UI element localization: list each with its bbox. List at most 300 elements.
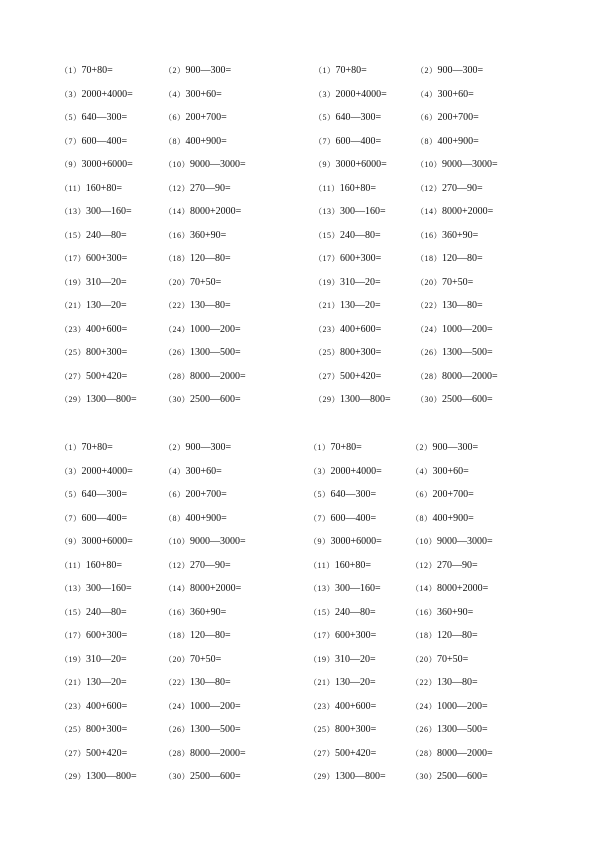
- problem-item: [60, 252, 127, 266]
- problem-item: [411, 629, 478, 643]
- problem-item: [416, 370, 498, 384]
- problem-number: （21）: [60, 301, 86, 310]
- problem-number: （13）: [60, 207, 86, 216]
- problem-equation: 130—20=: [340, 300, 381, 311]
- problem-number: （29）: [309, 772, 335, 781]
- problem-number: （9）: [60, 537, 82, 546]
- problem-number: （19）: [60, 277, 86, 287]
- problem-item: [164, 559, 231, 573]
- problem-number: （7）: [60, 136, 82, 146]
- problem-number: （13）: [60, 584, 86, 593]
- problem-number: （23）: [309, 701, 335, 711]
- problem-item: [309, 700, 376, 714]
- problem-equation: 120—80=: [442, 253, 483, 264]
- problem-number: （22）: [164, 678, 190, 687]
- problem-number: （6）: [416, 113, 438, 122]
- problem-number: （3）: [60, 89, 82, 99]
- problem-number: （30）: [411, 772, 437, 781]
- problem-number: （25）: [309, 725, 335, 734]
- problem-item: [309, 535, 382, 549]
- problem-item: [60, 676, 127, 690]
- problem-equation: 270—90=: [437, 559, 478, 571]
- problem-equation: 1000—200=: [442, 323, 493, 335]
- problem-item: [416, 276, 473, 290]
- problem-item: [164, 393, 241, 407]
- problem-item: [164, 135, 227, 149]
- problem-item: [164, 64, 231, 78]
- problem-number: （12）: [164, 183, 190, 193]
- problem-item: [60, 64, 113, 78]
- problem-equation: 270—90=: [190, 559, 231, 571]
- problem-item: [309, 512, 376, 526]
- problem-equation: 300+60=: [185, 465, 222, 477]
- problem-item: [314, 229, 381, 243]
- problem-equation: 130—20=: [86, 677, 127, 688]
- problem-item: [309, 723, 376, 737]
- problem-equation: 2500—600=: [442, 394, 493, 405]
- problem-item: [314, 135, 381, 149]
- problem-equation: 70+80=: [81, 65, 113, 76]
- problem-equation: 70+50=: [442, 276, 474, 288]
- problem-equation: 2500—600=: [437, 771, 488, 782]
- problem-equation: 300—160=: [335, 583, 381, 594]
- problem-item: [164, 229, 226, 243]
- problem-equation: 500+420=: [340, 370, 382, 382]
- problem-item: [416, 111, 479, 125]
- problem-item: [411, 676, 478, 690]
- problem-number: （29）: [314, 395, 340, 404]
- problem-item: [60, 770, 137, 784]
- problem-equation: 400+600=: [86, 323, 128, 335]
- problem-equation: 2500—600=: [190, 394, 241, 405]
- problem-number: （27）: [60, 371, 86, 381]
- problem-number: （5）: [309, 490, 331, 499]
- problem-item: [60, 229, 127, 243]
- problem-item: [60, 346, 127, 360]
- problem-number: （10）: [164, 537, 190, 546]
- problem-item: [164, 770, 241, 784]
- problem-number: （17）: [309, 631, 335, 640]
- problem-item: [60, 582, 132, 596]
- problem-number: （8）: [416, 136, 438, 146]
- problem-item: [164, 158, 246, 172]
- problem-item: [164, 582, 241, 596]
- problem-equation: 200+700=: [185, 489, 227, 500]
- problem-item: [416, 252, 483, 266]
- problem-number: （19）: [309, 654, 335, 664]
- problem-item: [416, 393, 493, 407]
- problem-equation: 240—80=: [86, 606, 127, 618]
- problem-equation: 1000—200=: [190, 323, 241, 335]
- problem-item: [60, 700, 127, 714]
- problem-equation: 9000—3000=: [190, 159, 246, 170]
- problem-equation: 600—400=: [81, 512, 128, 524]
- problem-equation: 1300—500=: [190, 724, 241, 735]
- problem-equation: 130—20=: [335, 677, 376, 688]
- problem-equation: 9000—3000=: [437, 536, 493, 547]
- problem-equation: 500+420=: [335, 747, 377, 759]
- problem-item: [164, 182, 231, 196]
- problem-equation: 360+90=: [190, 229, 227, 241]
- problem-equation: 200+700=: [432, 489, 474, 500]
- problem-equation: 8000—2000=: [190, 370, 246, 382]
- problem-number: （14）: [416, 207, 442, 216]
- problem-number: （2）: [416, 66, 438, 75]
- problem-item: [314, 276, 381, 290]
- problem-item: [60, 723, 127, 737]
- problem-item: [416, 323, 493, 337]
- problem-equation: 1300—500=: [437, 724, 488, 735]
- problem-equation: 70+80=: [81, 442, 113, 453]
- problem-equation: 160+80=: [85, 182, 122, 194]
- problem-item: [416, 135, 479, 149]
- problem-item: [314, 111, 381, 125]
- problem-item: [411, 559, 478, 573]
- problem-item: [60, 653, 127, 667]
- problem-item: [411, 535, 493, 549]
- problem-number: （23）: [60, 701, 86, 711]
- problem-equation: 9000—3000=: [442, 159, 498, 170]
- problem-number: （2）: [411, 443, 433, 452]
- problem-item: [60, 606, 127, 620]
- problem-number: （26）: [164, 725, 190, 734]
- problem-number: （24）: [164, 324, 190, 334]
- problem-item: [314, 299, 381, 313]
- problem-number: （28）: [164, 371, 190, 381]
- problem-item: [416, 299, 483, 313]
- problem-equation: 1300—800=: [86, 771, 137, 782]
- problem-item: [164, 606, 226, 620]
- problem-equation: 800+300=: [86, 724, 128, 735]
- problem-equation: 240—80=: [86, 229, 127, 241]
- problem-number: （18）: [416, 254, 442, 263]
- problem-number: （15）: [314, 230, 340, 240]
- problem-equation: 300—160=: [86, 583, 132, 594]
- problem-number: （25）: [314, 348, 340, 357]
- problem-equation: 130—80=: [442, 300, 483, 311]
- problem-equation: 130—20=: [86, 300, 127, 311]
- problem-item: [60, 441, 113, 455]
- problem-item: [60, 370, 127, 384]
- problem-equation: 8000+2000=: [190, 206, 242, 217]
- problem-number: （1）: [314, 66, 336, 75]
- problem-number: （11）: [309, 560, 335, 570]
- problem-equation: 130—80=: [190, 300, 231, 311]
- problem-equation: 3000+6000=: [81, 159, 133, 170]
- problem-item: [411, 747, 493, 761]
- problem-item: [164, 676, 231, 690]
- problem-number: （18）: [164, 254, 190, 263]
- problem-number: （30）: [164, 772, 190, 781]
- problem-item: [411, 653, 468, 667]
- problem-number: （14）: [411, 584, 437, 593]
- problem-equation: 3000+6000=: [335, 159, 387, 170]
- problem-number: （6）: [164, 490, 186, 499]
- problem-equation: 300+60=: [185, 88, 222, 100]
- problem-number: （15）: [60, 607, 86, 617]
- problem-number: （28）: [164, 748, 190, 758]
- problem-number: （20）: [416, 277, 442, 287]
- problem-number: （7）: [60, 513, 82, 523]
- problem-number: （8）: [164, 513, 186, 523]
- problem-equation: 70+50=: [437, 653, 469, 665]
- problem-equation: 800+300=: [86, 347, 128, 358]
- problem-number: （12）: [164, 560, 190, 570]
- problem-equation: 8000—2000=: [190, 747, 246, 759]
- problem-number: （5）: [314, 113, 336, 122]
- problem-item: [314, 346, 381, 360]
- problem-equation: 8000+2000=: [437, 583, 489, 594]
- problem-item: [309, 559, 371, 573]
- problem-equation: 70+80=: [330, 442, 362, 453]
- problem-equation: 640—300=: [335, 112, 382, 123]
- problem-number: （15）: [309, 607, 335, 617]
- problem-item: [411, 441, 478, 455]
- problem-equation: 2000+4000=: [335, 88, 387, 100]
- problem-number: （2）: [164, 66, 186, 75]
- problem-equation: 240—80=: [340, 229, 381, 241]
- problem-equation: 70+80=: [335, 65, 367, 76]
- problem-item: [60, 488, 127, 502]
- problem-number: （17）: [60, 254, 86, 263]
- problem-number: （16）: [411, 607, 437, 617]
- problem-number: （10）: [164, 160, 190, 169]
- problem-item: [309, 629, 376, 643]
- problem-number: （23）: [314, 324, 340, 334]
- problem-number: （12）: [416, 183, 442, 193]
- problem-item: [416, 88, 474, 102]
- problem-equation: 1300—500=: [190, 347, 241, 358]
- problem-item: [309, 488, 376, 502]
- problem-number: （21）: [309, 678, 335, 687]
- problem-equation: 400+900=: [432, 512, 474, 524]
- problem-number: （10）: [411, 537, 437, 546]
- problem-item: [309, 582, 381, 596]
- problem-number: （2）: [164, 443, 186, 452]
- problem-item: [309, 770, 386, 784]
- problem-item: [60, 88, 133, 102]
- problem-item: [60, 393, 137, 407]
- problem-item: [416, 346, 493, 360]
- problem-equation: 3000+6000=: [330, 536, 382, 547]
- problem-equation: 200+700=: [185, 112, 227, 123]
- problem-number: （21）: [60, 678, 86, 687]
- problem-number: （14）: [164, 584, 190, 593]
- problem-item: [164, 465, 222, 479]
- problem-equation: 1000—200=: [437, 700, 488, 712]
- problem-equation: 310—20=: [335, 653, 376, 665]
- problem-item: [60, 135, 127, 149]
- problem-number: （26）: [164, 348, 190, 357]
- problem-number: （27）: [314, 371, 340, 381]
- problem-number: （29）: [60, 772, 86, 781]
- problem-number: （20）: [164, 277, 190, 287]
- problem-number: （12）: [411, 560, 437, 570]
- problem-item: [60, 276, 127, 290]
- problem-equation: 70+50=: [190, 276, 222, 288]
- problem-item: [60, 747, 127, 761]
- problem-number: （24）: [411, 701, 437, 711]
- problem-item: [416, 64, 483, 78]
- problem-equation: 160+80=: [334, 559, 371, 571]
- problem-number: （15）: [60, 230, 86, 240]
- problem-item: [416, 205, 493, 219]
- problem-equation: 130—80=: [437, 677, 478, 688]
- problem-equation: 310—20=: [86, 653, 127, 665]
- problem-equation: 640—300=: [330, 489, 377, 500]
- problem-item: [60, 158, 133, 172]
- problem-equation: 600+300=: [340, 253, 382, 264]
- problem-number: （24）: [164, 701, 190, 711]
- problem-number: （30）: [164, 395, 190, 404]
- problem-number: （19）: [60, 654, 86, 664]
- problem-equation: 600+300=: [335, 630, 377, 641]
- problem-equation: 1300—500=: [442, 347, 493, 358]
- problem-number: （11）: [60, 183, 86, 193]
- problem-equation: 640—300=: [81, 112, 128, 123]
- problem-equation: 500+420=: [86, 370, 128, 382]
- problem-item: [411, 512, 474, 526]
- problem-number: （30）: [416, 395, 442, 404]
- problem-item: [416, 229, 478, 243]
- problem-number: （1）: [60, 443, 82, 452]
- problem-item: [164, 747, 246, 761]
- problem-item: [309, 676, 376, 690]
- problem-number: （8）: [164, 136, 186, 146]
- problem-number: （14）: [164, 207, 190, 216]
- problem-item: [314, 64, 367, 78]
- problem-equation: 8000—2000=: [437, 747, 493, 759]
- problem-equation: 2500—600=: [190, 771, 241, 782]
- problem-equation: 8000—2000=: [442, 370, 498, 382]
- problem-equation: 8000+2000=: [442, 206, 494, 217]
- problem-equation: 270—90=: [442, 182, 483, 194]
- problem-number: （4）: [164, 466, 186, 476]
- problem-item: [164, 535, 246, 549]
- problem-item: [164, 299, 231, 313]
- problem-number: （20）: [164, 654, 190, 664]
- problem-number: （3）: [314, 89, 336, 99]
- problem-item: [416, 158, 498, 172]
- problem-number: （16）: [164, 607, 190, 617]
- problem-equation: 1000—200=: [190, 700, 241, 712]
- problem-equation: 3000+6000=: [81, 536, 133, 547]
- problem-number: （9）: [309, 537, 331, 546]
- problem-equation: 360+90=: [437, 606, 474, 618]
- problem-item: [164, 653, 221, 667]
- problem-number: （21）: [314, 301, 340, 310]
- problem-equation: 600—400=: [335, 135, 382, 147]
- problem-equation: 160+80=: [85, 559, 122, 571]
- problem-item: [314, 88, 387, 102]
- problem-item: [411, 606, 473, 620]
- problem-equation: 900—300=: [185, 65, 232, 76]
- problem-item: [411, 770, 488, 784]
- problem-number: （18）: [411, 631, 437, 640]
- problem-equation: 270—90=: [190, 182, 231, 194]
- problem-equation: 2000+4000=: [330, 465, 382, 477]
- problem-equation: 9000—3000=: [190, 536, 246, 547]
- problem-item: [60, 111, 127, 125]
- problem-number: （17）: [314, 254, 340, 263]
- problem-number: （25）: [60, 348, 86, 357]
- problem-item: [411, 465, 469, 479]
- problem-item: [309, 465, 382, 479]
- problem-number: （22）: [411, 678, 437, 687]
- problem-equation: 1300—800=: [86, 394, 137, 405]
- problem-equation: 300+60=: [437, 88, 474, 100]
- problem-item: [314, 323, 381, 337]
- problem-number: （4）: [164, 89, 186, 99]
- problem-number: （1）: [309, 443, 331, 452]
- problem-number: （16）: [416, 230, 442, 240]
- problem-item: [60, 299, 127, 313]
- problem-number: （1）: [60, 66, 82, 75]
- problem-number: （29）: [60, 395, 86, 404]
- problem-number: （18）: [164, 631, 190, 640]
- problem-item: [164, 723, 241, 737]
- problem-number: （3）: [60, 466, 82, 476]
- problem-number: （7）: [309, 513, 331, 523]
- problem-number: （5）: [60, 113, 82, 122]
- problem-item: [164, 205, 241, 219]
- problem-number: （7）: [314, 136, 336, 146]
- problem-item: [164, 323, 241, 337]
- problem-item: [164, 488, 227, 502]
- problem-number: （20）: [411, 654, 437, 664]
- problem-number: （4）: [416, 89, 438, 99]
- problem-item: [164, 441, 231, 455]
- problem-number: （11）: [60, 560, 86, 570]
- problem-item: [314, 182, 376, 196]
- problem-equation: 120—80=: [437, 630, 478, 641]
- problem-equation: 310—20=: [340, 276, 381, 288]
- problem-item: [60, 182, 122, 196]
- problem-item: [60, 512, 127, 526]
- problem-number: （22）: [164, 301, 190, 310]
- problem-item: [416, 182, 483, 196]
- problem-item: [309, 441, 362, 455]
- problem-number: （13）: [314, 207, 340, 216]
- problem-equation: 400+900=: [185, 512, 227, 524]
- problem-equation: 240—80=: [335, 606, 376, 618]
- problem-number: （8）: [411, 513, 433, 523]
- problem-item: [60, 559, 122, 573]
- problem-number: （26）: [416, 348, 442, 357]
- problem-equation: 8000+2000=: [190, 583, 242, 594]
- problem-item: [164, 370, 246, 384]
- problem-equation: 300—160=: [86, 206, 132, 217]
- problem-equation: 160+80=: [339, 182, 376, 194]
- problem-number: （11）: [314, 183, 340, 193]
- problem-item: [314, 370, 381, 384]
- problem-equation: 300—160=: [340, 206, 386, 217]
- problem-item: [164, 276, 221, 290]
- problem-item: [314, 393, 391, 407]
- problem-item: [314, 158, 387, 172]
- problem-number: （27）: [309, 748, 335, 758]
- problem-equation: 600—400=: [81, 135, 128, 147]
- problem-equation: 600—400=: [330, 512, 377, 524]
- problem-number: （6）: [411, 490, 433, 499]
- problem-equation: 1300—800=: [335, 771, 386, 782]
- problem-equation: 360+90=: [190, 606, 227, 618]
- problem-number: （23）: [60, 324, 86, 334]
- problem-equation: 900—300=: [437, 65, 484, 76]
- problem-equation: 800+300=: [340, 347, 382, 358]
- problem-item: [411, 700, 488, 714]
- problem-equation: 500+420=: [86, 747, 128, 759]
